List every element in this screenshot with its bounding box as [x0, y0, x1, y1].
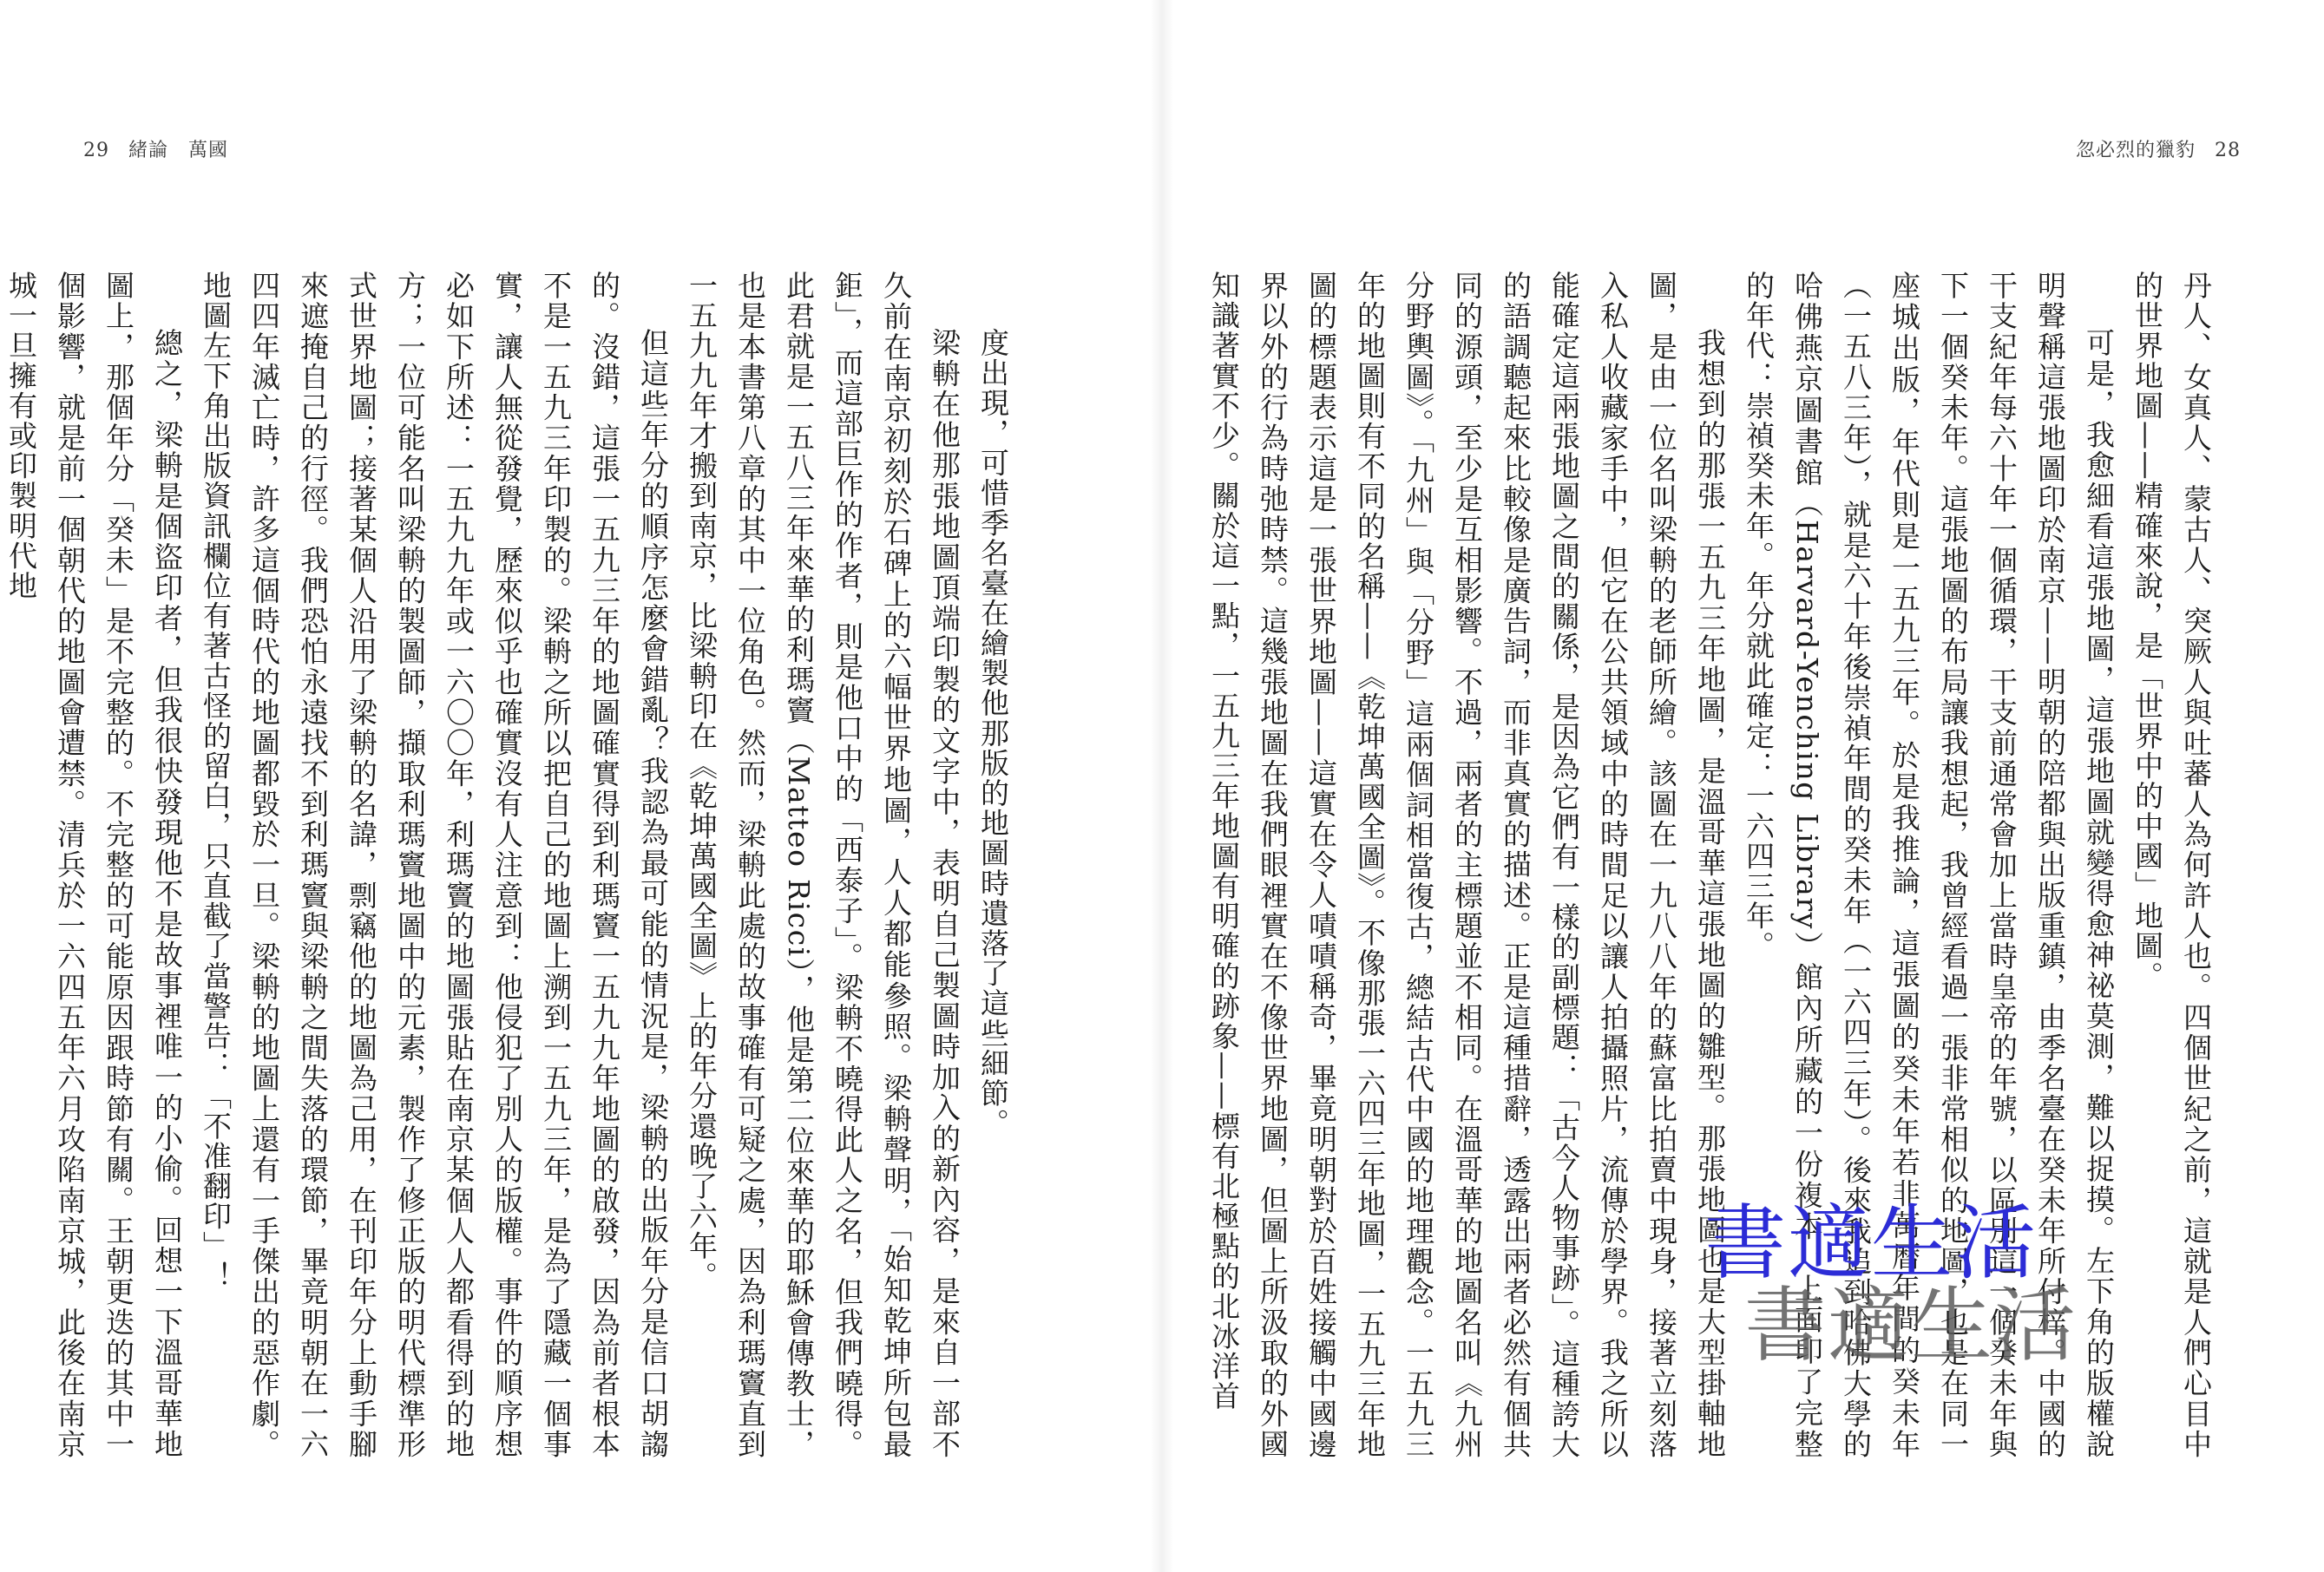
right-paragraph-1: 丹人、女真人、蒙古人、突厥人與吐蕃人為何許人也。四個世紀之前，這就是人們心目中的世界地圖——精確來說，是「世界中的中國」地圖。 [2130, 271, 2213, 1459]
left-page-body [4, 271, 1017, 1459]
left-paragraph-1: 度出現，可惜季名臺在繪製他那版的地圖時遺落了這些細節。 [976, 328, 1010, 1139]
right-page-header [2076, 135, 2253, 162]
right-paragraph-3: 我想到的那張一五九三年地圖，是溫哥華這張地圖的雛型。那張地圖也是大型掛軸地圖，是由一位名叫梁輈的老師所繪。該圖在一九八八年的蘇富比拍賣中現身，接著立刻落入私人收藏家手中，但它在公共領域中的時間足以讓人拍攝照片，流傳於學界。我之所以能確定這兩張地圖之間的關係，是因為它們有一樣的副標題：「古今人物事跡」。這種誇大的語調聽起來比較像是廣告詞，而非真實的描述。正是這種措辭，透露出兩者必然有個共同的源頭，至少是互相影響。不過，兩者的主標題並不相同。在溫哥華的地圖名叫《九州分野輿圖》。「九州」與「分野」這兩個詞相當復古，總結古代中國的地理觀念。一五九三年的地圖則有不同的名稱——《乾坤萬國全圖》。不像那張一六四三年地圖，一五九三年地圖的標題表示這是一張世界地圖——這實在令人嘖嘖稱奇，畢竟明朝對於百姓接觸中國邊界以外的行為時弛時禁。這幾張地圖在我們眼裡實在不像世界地圖，但圖上所汲取的外國知識著實不少。關於這一點，一五九三年地圖有明確的跡象——標有北極點的北冰洋首 [1207, 271, 1727, 1459]
left-running-head: 緒論 萬國 [128, 140, 229, 161]
left-page-header [71, 135, 228, 162]
left-page-number: 29 [83, 140, 109, 161]
right-paragraph-2: 可是，我愈細看這張地圖，這張地圖就變得愈神祕莫測，難以捉摸。左下角的版權說明聲稱這張地圖印於南京——明朝的陪都與出版重鎮，由季名臺在癸未年所付梓。中國的干支紀年每六十年一個循環，干支前通常會加上當時皇帝的年號，以區別這一個癸未年與下一個癸未年。這張地圖的布局讓我想起，我曾經看過一張非常相似的地圖，也是在同一座城出版，年代則是一五九三年。於是我推論，這張圖的癸未年若非萬曆年間的癸未年（一五八三年），就是六十年後崇禎年間的癸未年（一六四三年）。後來我追到哈佛大學的哈佛燕京圖書館（Harvard-Yenching Library）館內所藏的一份複本，上面印了完整的年代：崇禎癸未年。年分就此確定：一六四三年。 [1742, 271, 2116, 1459]
book-gutter [1151, 0, 1173, 1572]
watermark-primary: 書適生活 [1704, 1196, 2038, 1291]
watermark-secondary: 書適生活 [1744, 1279, 2078, 1373]
left-paragraph-2: 梁輈在他那張地圖頂端印製的文字中，表明自己製圖時加入的新內容，是來自一部不久前在南京初刻於石碑上的六幅世界地圖，人人都能參照。梁輈聲明，「始知乾坤所包最鉅」，而這部巨作的作者，則是他口中的「西泰子」。梁輈不曉得此人之名，但我們曉得。此君就是一五八三年來華的利瑪竇（Matteo Ricci），他是第二位來華的耶穌會傳教士，也是本書第八章的其中一位角色。然而，梁輈此處的故事確有可疑之處，因為利瑪竇直到一五九九年才搬到南京，比梁輈印在《乾坤萬國全圖》上的年分還晚了六年。 [685, 271, 962, 1459]
right-running-head: 忽必烈的獵豹 [2075, 140, 2196, 161]
left-paragraph-4: 總之，梁輈是個盜印者，但我很快發現他不是故事裡唯一的小偷。回想一下溫哥華地圖上，那個年分「癸未」是不完整的。不完整的可能原因跟時節有關。王朝更迭的其中一個影響，就是前一個朝代的地圖會遭禁。清兵於一六四五年六月攻陷南京城，此後在南京城一旦擁有或印製明代地 [4, 271, 184, 1459]
right-page-number: 28 [2215, 140, 2241, 161]
left-paragraph-3: 但這些年分的順序怎麼會錯亂？我認為最可能的情況是，梁輈的出版年分是信口胡謅的。沒錯，這張一五九三年的地圖確實得到利瑪竇一五九九年地圖的啟發，因為前者根本不是一五九三年印製的。梁輈之所以把自己的地圖上溯到一五九三年，是為了隱藏一個事實，讓人無從發覺，歷來似乎也確實沒有人注意到：他侵犯了別人的版權。事件的順序想必如下所述：一五九九年或一六〇〇年，利瑪竇的地圖張貼在南京某個人人都看得到的地方；一位可能名叫梁輈的製圖師，擷取利瑪竇地圖中的元素，製作了修正版的明代標準形式世界地圖；接著某個人沿用了梁輈的名諱，剽竊他的地圖為己用，在刊印年分上動手腳來遮掩自己的行徑。我們恐怕永遠找不到利瑪竇與梁輈之間失落的環節，畢竟明朝在一六四四年滅亡時，許多這個時代的地圖都毀於一旦。梁輈的地圖上還有一手傑出的惡作劇。地圖左下角出版資訊欄位有著古怪的留白，只直截了當警告：「不准翻印」！ [199, 271, 670, 1459]
